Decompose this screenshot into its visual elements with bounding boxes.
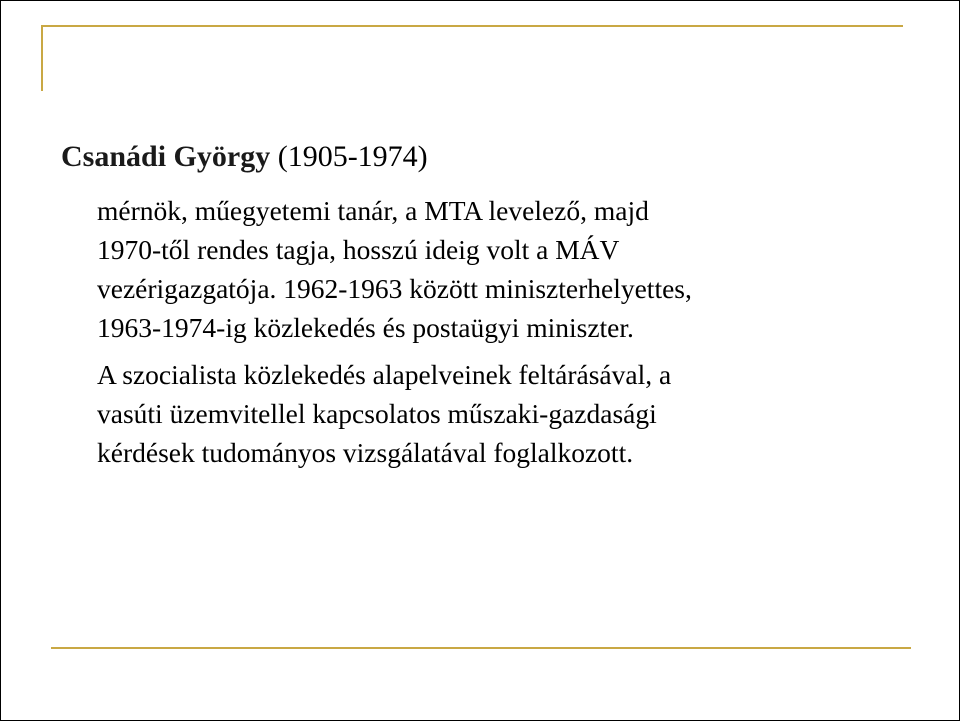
left-decorative-rule (41, 25, 43, 91)
paragraph-line: 1970-től rendes tagja, hosszú ideig volt a MÁV (97, 234, 620, 265)
paragraph-line: A szocialista közlekedés alapelveinek feltárásával, a (97, 359, 672, 390)
paragraph-line: mérnök, műegyetemi tanár, a MTA levelező, majd (97, 195, 649, 226)
top-decorative-rule (43, 25, 903, 27)
title-years: (1905-1974) (277, 140, 428, 173)
bottom-decorative-rule (51, 647, 911, 649)
title-name: Csanádi György (61, 140, 271, 173)
paragraph-line: 1963-1974-ig közlekedés és postaügyi miniszter. (97, 312, 634, 343)
paragraph-line: kérdések tudományos vizsgálatával foglalkozott. (97, 437, 634, 468)
slide-title (61, 137, 921, 177)
slide-content (61, 137, 921, 472)
paragraph-line: vasúti üzemvitellel kapcsolatos műszaki-gazdasági (97, 398, 657, 429)
research-paragraph (61, 355, 921, 472)
paragraph-line: vezérigazgatója. 1962-1963 között miniszterhelyettes, (97, 273, 692, 304)
biography-paragraph (61, 191, 921, 347)
